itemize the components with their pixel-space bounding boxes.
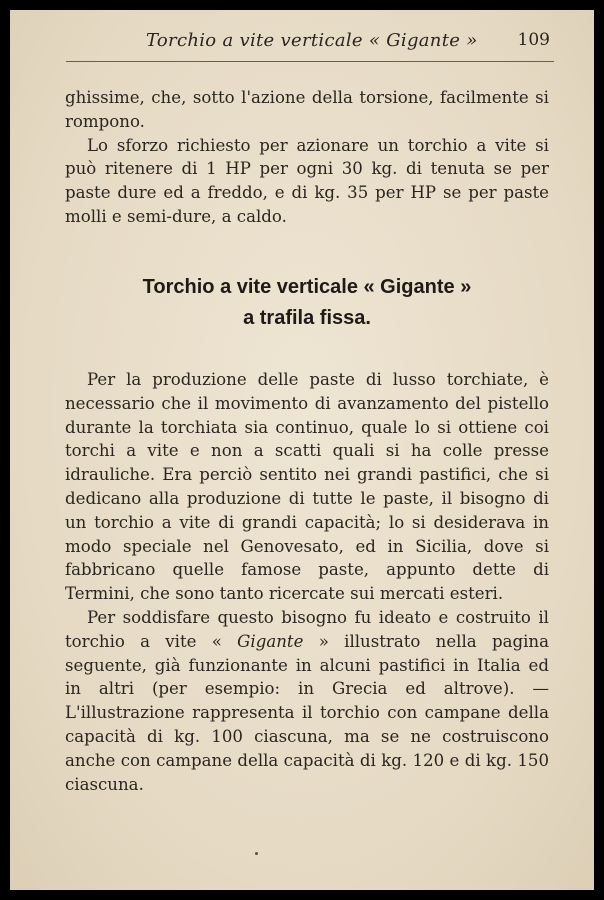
- section-heading: [65, 272, 549, 334]
- paragraph-power: Lo sforzo richiesto per azionare un torchio a vite si può ritenere di 1 HP per ogni 30 kg. di tenuta se per paste dure ed a freddo, e di kg. 35 per HP se per paste molli e semi-dure, a caldo.: [65, 135, 549, 226]
- paragraph-production: Per la produzione delle paste di lusso torchiate, è necessario che il movimento di avanzamento del pistello durante la torchiata sia continuo, quale lo si ottiene coi torchi a vite e non a scatti quali si ha colle presse idrauliche. Era perciò sentito nei grandi pastifici, che si dedicano alla produzione di tutte le paste, il bisogno di un torchio a vite di grandi capacità; lo si desiderava in modo speciale nel Genovesato, ed in Sicilia, dove si fabbricano quelle famose paste, appunto dette di Termini, che sono tanto ricercate sui mercati esteri.: [65, 370, 549, 604]
- paragraph-continued: ghissime, che, sotto l'azione della torsione, facilmente si rompono.: [65, 88, 549, 131]
- text-block-top: [65, 86, 549, 229]
- page-dot-mark: [255, 852, 258, 855]
- paragraph-gigante-end: » illustrato nella pagina seguente, già funzionante in alcuni pastifici in Italia ed in altri (per esempio: in Grecia ed altrove). — L'illustrazione rappresenta il torchio con campane della capacità di kg. 100 ciascuna, ma se ne costruiscono anche con campane della capacità di kg. 120 e di kg. 150 ciascuna.: [65, 631, 549, 794]
- gigante-italic: Gigante: [237, 631, 304, 651]
- paragraph-gigante: [65, 606, 549, 796]
- text-block-bottom: [65, 368, 549, 796]
- page-number: 109: [517, 30, 550, 50]
- section-heading-line-2: a trafila fissa.: [243, 307, 371, 329]
- running-head: [66, 30, 550, 58]
- section-heading-line-1: Torchio a vite verticale « Gigante »: [142, 276, 472, 298]
- running-title: Torchio a vite verticale « Gigante »: [146, 30, 478, 51]
- header-rule: [66, 61, 554, 62]
- paragraph-gigante-start: Per soddisfare questo bisogno fu ideato e costruito il torchio a vite «: [65, 607, 549, 651]
- book-page: [10, 10, 594, 890]
